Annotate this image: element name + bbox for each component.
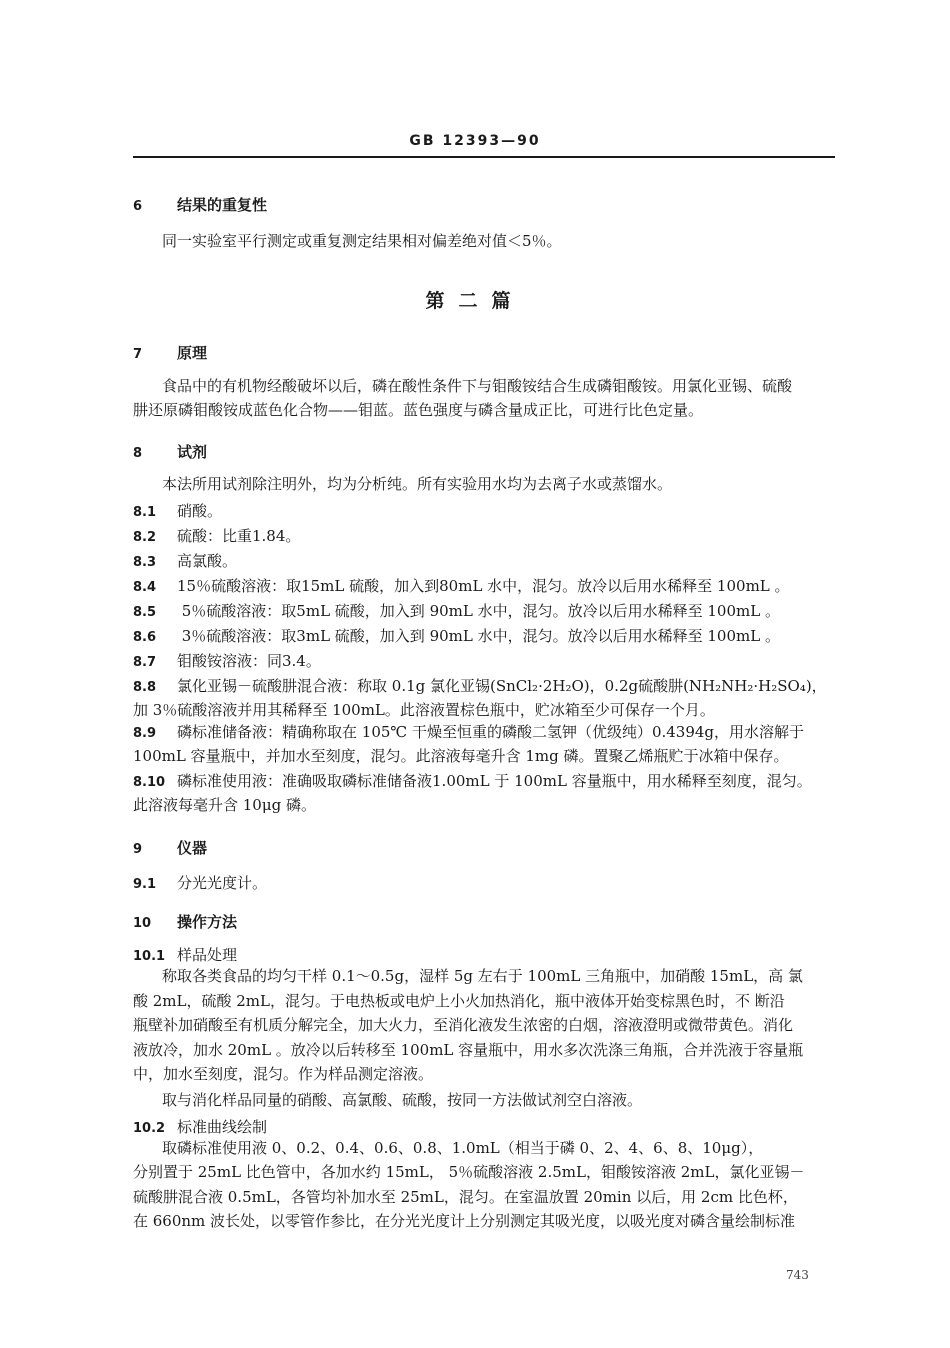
chapter-title: 第二篇 (425, 290, 525, 312)
paragraph-line: 肼还原磷钼酸铵成蓝色化合物——钼蓝。蓝色强度与磷含量成正比，可进行比色定量。 (133, 401, 704, 419)
paragraph-line: 分别置于 25mL 比色管中，各加水约 15mL， 5％硫酸溶液 2.5mL，钼酸铵溶液 2mL，氯化亚锡－ (133, 1163, 805, 1181)
item-number: 8.9 (133, 726, 157, 741)
item-number: 8.2 (133, 530, 157, 545)
item-text: 5％硫酸溶液：取5mL 硫酸，加入到 90mL 水中，混匀。放冷以后用水稀释至 100mL 。 (177, 602, 780, 620)
item-text: 磷标准储备液：精确称取在 105℃ 干燥至恒重的磷酸二氢钾（优级纯）0.4394g，用水溶解于 (177, 723, 805, 741)
section-title: 操作方法 (177, 913, 238, 931)
paragraph-line: 酸 2mL，硫酸 2mL，混匀。于电热板或电炉上小火加热消化，瓶中液体开始变棕黑色时，不 断沿 (133, 992, 785, 1010)
section-8-intro: 本法所用试剂除注明外，均为分析纯。所有实验用水均为去离子水或蒸馏水。 (162, 475, 673, 493)
list-item-continuation: 此溶液每毫升含 10μg 磷。 (133, 796, 316, 814)
list-item (133, 601, 780, 623)
paragraph-line: 中，加水至刻度，混匀。作为样品测定溶液。 (133, 1065, 434, 1083)
list-item (133, 651, 321, 673)
item-number: 8.5 (133, 605, 157, 620)
item-text: 分光光度计。 (177, 874, 268, 892)
section-6-text: 同一实验室平行测定或重复测定结果相对偏差绝对值＜5％。 (162, 232, 562, 250)
section-9-heading (133, 838, 207, 860)
list-item (133, 676, 827, 698)
section-number: 9 (133, 842, 143, 857)
section-10-heading (133, 912, 237, 934)
item-number: 8.4 (133, 580, 157, 595)
item-text: 硝酸。 (177, 502, 223, 520)
standard-code-header: GB 12393—90 (409, 133, 541, 149)
section-number: 8 (133, 446, 143, 461)
paragraph-line: 在 660nm 波长处，以零管作参比，在分光光度计上分别测定其吸光度，以吸光度对磷含量绘制标准 (133, 1212, 796, 1230)
blank-solution-line: 取与消化样品同量的硝酸、高氯酸、硫酸，按同一方法做试剂空白溶液。 (162, 1091, 643, 1109)
item-text: 15％硫酸溶液：取15mL 硫酸，加入到80mL 水中，混匀。放冷以后用水稀释至 100mL 。 (177, 577, 790, 595)
item-number: 8.1 (133, 505, 157, 520)
item-number: 9.1 (133, 877, 157, 892)
section-7-heading (133, 343, 207, 365)
subsection-title: 标准曲线绘制 (177, 1118, 268, 1136)
subsection-title: 样品处理 (177, 946, 238, 964)
subsection-10-1-heading (133, 945, 237, 967)
paragraph-line: 硫酸肼混合液 0.5mL，各管均补加水至 25mL，混匀。在室温放置 20min 以后，用 2cm 比色杯， (133, 1188, 798, 1206)
item-text: 高氯酸。 (177, 552, 238, 570)
section-title: 试剂 (177, 443, 208, 461)
item-text: 磷标准使用液：准确吸取磷标准储备液1.00mL 于 100mL 容量瓶中，用水稀释至刻度，混匀。 (177, 772, 812, 790)
item-number: 8.3 (133, 555, 157, 570)
section-number: 6 (133, 199, 143, 214)
paragraph-line: 液放冷，加水 20mL 。放冷以后转移至 100mL 容量瓶中，用水多次洗涤三角瓶，合并洗液于容量瓶 (133, 1041, 804, 1059)
list-item (133, 722, 804, 744)
section-title: 原理 (177, 344, 208, 362)
paragraph-line: 称取各类食品的均匀干样 0.1～0.5g，湿样 5g 左右于 100mL 三角瓶中，加硝酸 15mL，高 氯 (162, 967, 803, 985)
item-text: 钼酸铵溶液：同3.4。 (177, 652, 321, 670)
header-rule (133, 156, 835, 158)
item-number: 8.6 (133, 630, 157, 645)
subsection-10-2-heading (133, 1117, 267, 1139)
section-number: 7 (133, 347, 143, 362)
item-text: 氯化亚锡－硫酸肼混合液：称取 0.1g 氯化亚锡(SnCl₂·2H₂O)，0.2g硫酸肼(NH₂NH₂·H₂SO₄)， (177, 677, 827, 695)
item-text: 3％硫酸溶液：取3mL 硫酸，加入到 90mL 水中，混匀。放冷以后用水稀释至 100mL 。 (177, 627, 780, 645)
subsection-number: 10.2 (133, 1121, 166, 1136)
section-number: 10 (133, 916, 152, 931)
paragraph-line: 食品中的有机物经酸破坏以后，磷在酸性条件下与钼酸铵结合生成磷钼酸铵。用氯化亚锡、硫酸 (162, 377, 793, 395)
item-number: 8.8 (133, 680, 157, 695)
list-item (133, 551, 237, 573)
list-item (133, 576, 790, 598)
paragraph-line: 瓶壁补加硝酸至有机质分解完全，加大火力，至消化液发生浓密的白烟，溶液澄明或微带黄色。消化 (133, 1016, 794, 1034)
section-title: 仪器 (177, 839, 208, 857)
paragraph-line: 取磷标准使用液 0、0.2、0.4、0.6、0.8、1.0mL（相当于磷 0、2、4、6、8、10μg）， (162, 1139, 764, 1157)
item-number: 8.10 (133, 775, 166, 790)
list-item (133, 526, 300, 548)
list-item (133, 626, 780, 648)
list-item-continuation: 100mL 容量瓶中，并加水至刻度，混匀。此溶液每毫升含 1mg 磷。置聚乙烯瓶贮于冰箱中保存。 (133, 747, 789, 765)
item-text: 硫酸：比重1.84。 (177, 527, 301, 545)
subsection-number: 10.1 (133, 949, 166, 964)
page-number: 743 (786, 1268, 809, 1282)
section-8-heading (133, 442, 207, 464)
section-6-heading (133, 195, 267, 217)
item-number: 8.7 (133, 655, 157, 670)
list-item (133, 771, 812, 793)
list-item-continuation: 加 3％硫酸溶液并用其稀释至 100mL。此溶液置棕色瓶中，贮冰箱至少可保存一个月。 (133, 701, 715, 719)
list-item (133, 873, 267, 895)
section-title: 结果的重复性 (177, 196, 268, 214)
list-item (133, 501, 222, 523)
